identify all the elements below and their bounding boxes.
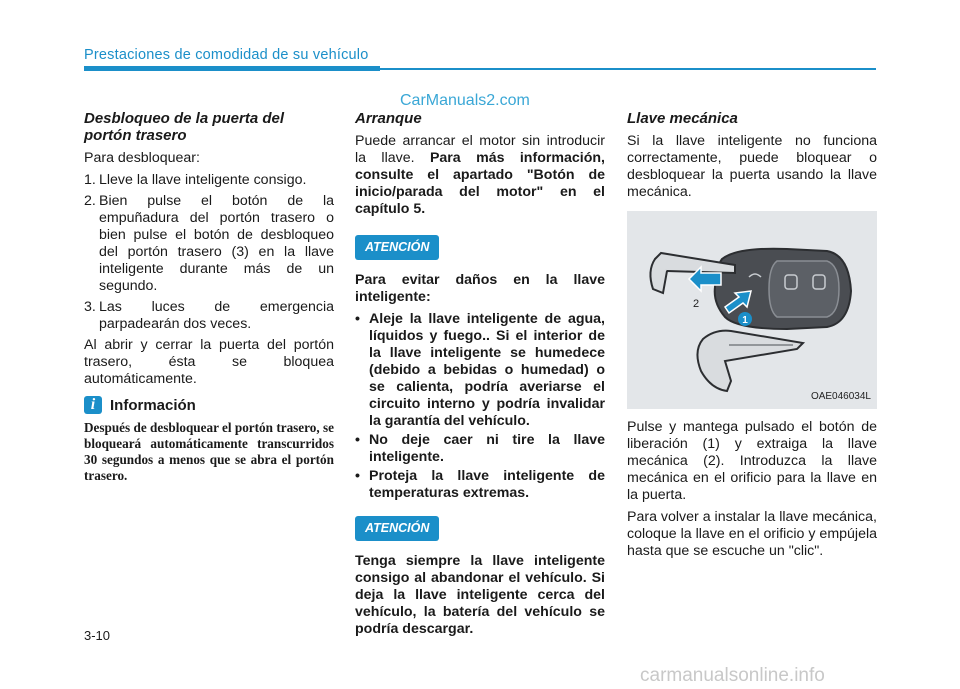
step-item: 2. Bien pulse el botón de la empuñadura del portón trasero o bien pulse el botón de desbloqueo del portón trasero (3) en la llave inteligente durante más de un segundo. xyxy=(84,193,334,294)
header-rule-thin xyxy=(380,68,876,70)
list-item: • Proteja la llave inteligente de temperaturas extremas. xyxy=(355,468,605,501)
reinstall-paragraph: Para volver a instalar la llave mecánica, coloque la llave en el orificio y empújela hasta que se escuche un "clic". xyxy=(627,509,877,559)
smart-key-drawing xyxy=(627,211,877,409)
smart-key-illustration xyxy=(627,211,877,409)
caution-badge: ATENCIÓN xyxy=(355,235,439,260)
mechanical-key-intro: Si la llave inteligente no funciona correctamente, puede bloquear o desbloquear la puerta usando la llave mecánica. xyxy=(627,133,877,200)
image-code: OAE046034L xyxy=(810,391,871,402)
unlock-intro: Para desbloquear: xyxy=(84,150,200,166)
step-item: 3. Las luces de emergencia parpadearán dos veces. xyxy=(84,299,334,332)
info-icon: i xyxy=(84,396,102,414)
list-item: • No deje caer ni tire la llave inteligente. xyxy=(355,432,605,465)
caution-intro: Para evitar daños en la llave inteligente: xyxy=(355,272,605,305)
tailgate-heading: Desbloqueo de la puerta del portón trasero xyxy=(84,110,285,144)
watermark-bottom: carmanualsonline.info xyxy=(640,665,825,686)
start-heading: Arranque xyxy=(355,110,422,127)
auto-lock-paragraph: Al abrir y cerrar la puerta del portón trasero, ésta se bloquea automáticamente. xyxy=(84,337,334,387)
section-header: Prestaciones de comodidad de su vehículo xyxy=(84,47,369,63)
column-right xyxy=(627,110,877,565)
watermark-top: CarManuals2.com xyxy=(400,92,530,109)
info-text: Después de desbloquear el portón trasero, se bloqueará automáticamente transcurridos 30 segundos a menos que se abra el portón trasero. xyxy=(84,420,334,483)
info-box-title xyxy=(84,396,334,414)
caution-text: Tenga siempre la llave inteligente consigo al abandonar el vehículo. Si deja la llave inteligente cerca del vehículo, la batería del vehículo se podría descargar. xyxy=(355,553,605,637)
page-number: 3-10 xyxy=(84,628,111,643)
list-item: • Aleje la llave inteligente de agua, líquidos y fuego.. Si el interior de la llave inteligente se humedece (debido a bebidas o humedad) o se calienta, podría averiarse el circuito interno y podría invalidar la garantía del vehículo. xyxy=(355,311,605,429)
caution-list xyxy=(355,311,605,502)
release-paragraph: Pulse y mantega pulsado el botón de liberación (1) y extraiga la llave mecánica (2). Introduzca la llave mecánica en el orificio para la llave en la puerta. xyxy=(627,419,877,503)
info-label: Información xyxy=(110,396,196,414)
start-paragraph: Puede arrancar el motor sin introducir la llave. Para más información, consulte el apartado "Botón de inicio/parada del motor" en el capítulo 5. xyxy=(355,133,605,217)
mechanical-key-heading: Llave mecánica xyxy=(627,110,738,127)
callout-1: 1 xyxy=(742,315,748,326)
column-left xyxy=(84,110,334,484)
column-middle xyxy=(355,110,605,643)
step-item: 1. Lleve la llave inteligente consigo. xyxy=(84,172,307,188)
header-rule-thick xyxy=(84,66,380,71)
caution-badge: ATENCIÓN xyxy=(355,516,439,541)
callout-2: 2 xyxy=(693,298,700,310)
